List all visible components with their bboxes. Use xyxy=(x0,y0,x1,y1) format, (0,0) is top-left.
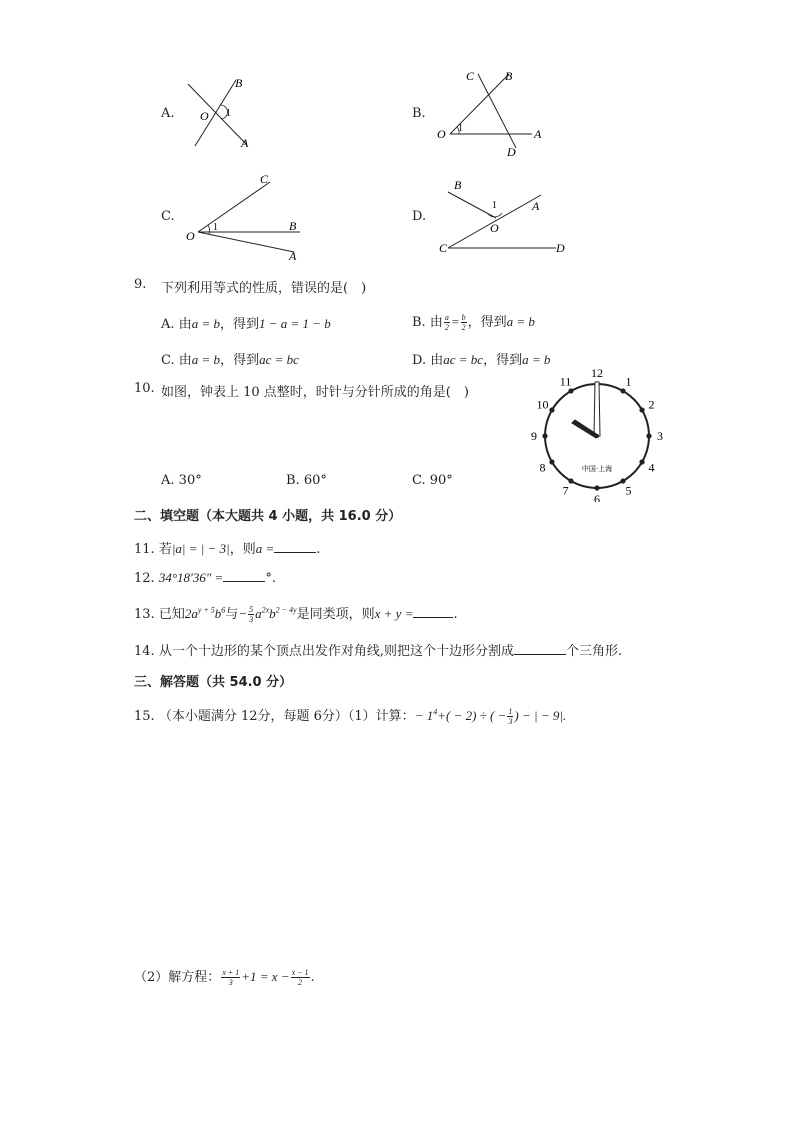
q13-mid1: 与 xyxy=(225,607,239,622)
q10-option-b xyxy=(286,473,327,488)
q11-m1: |a| = | − 3| xyxy=(171,541,230,556)
q13-term2-exp-a: 2x xyxy=(261,605,270,615)
q11-number: 11. xyxy=(134,542,155,557)
figure-option-a-label: A. xyxy=(161,106,175,121)
figure-c-point-a: A xyxy=(289,249,297,263)
figure-d-angle-1: 1 xyxy=(492,200,497,211)
figure-d-lines xyxy=(436,174,576,262)
q9-d-p2: ，得到 xyxy=(483,353,523,368)
figure-option-d-label: D. xyxy=(412,209,427,224)
figure-c-angle-1: 1 xyxy=(213,222,218,233)
clock-number-6: 6 xyxy=(594,492,600,502)
q13-term2-b: b xyxy=(269,606,276,621)
clock-brand: 中国·上海 xyxy=(581,465,613,473)
q13-term1-coef: 2a xyxy=(184,606,198,621)
q15-expr-1: − 1 xyxy=(414,708,434,723)
section-3-title: 三、解答题（共 54.0 分） xyxy=(134,675,293,690)
figure-d-point-o: O xyxy=(490,221,499,235)
q12 xyxy=(134,569,276,586)
figure-a-angle-1: 1 xyxy=(226,108,231,119)
q11-m2: a = xyxy=(255,541,275,556)
clock-dot-11 xyxy=(568,388,573,393)
clock-dot-8 xyxy=(549,459,554,464)
q15-part1 xyxy=(134,705,566,726)
q9-b-frac-b: $\frac{b}{2}$ xyxy=(461,313,466,332)
clock-center xyxy=(595,434,599,438)
q15-exponent: 4 xyxy=(433,707,438,717)
q9-d-label: D. xyxy=(412,353,427,368)
q13-answer-blank[interactable] xyxy=(413,605,453,618)
clock-dot-10 xyxy=(549,407,554,412)
q9-option-b xyxy=(412,311,535,332)
q11-answer-blank[interactable] xyxy=(274,540,316,553)
q12-m1: 34°18′36″ = xyxy=(158,570,224,585)
q13-term1-exp-b: 6 xyxy=(221,605,226,615)
q13-mid2: 是同类项，则 xyxy=(296,607,375,622)
q10-c-text: 90° xyxy=(429,473,453,488)
clock-number-3: 3 xyxy=(657,429,663,443)
q15-part2 xyxy=(134,966,315,987)
q9-b-label: B. xyxy=(412,315,426,330)
q13-sum: x + y = xyxy=(374,606,414,621)
q9-c-p1: 由 xyxy=(178,353,192,368)
q9-a-m2: 1 − a = 1 − b xyxy=(258,316,331,331)
q13-term2-a: a xyxy=(255,606,262,621)
q10-b-text: 60° xyxy=(303,473,327,488)
figure-a-point-a: A xyxy=(241,136,249,150)
q9-a-m1: a = b xyxy=(191,316,220,331)
q9-c-m1: a = b xyxy=(191,352,221,367)
q9-d-p1: 由 xyxy=(430,353,444,368)
q9-a-p2: ，得到 xyxy=(219,317,259,332)
clock-number-8: 8 xyxy=(539,460,546,475)
q13 xyxy=(134,603,458,624)
q13-term1-exp-a: y + 5 xyxy=(197,605,215,615)
q9-b-m2: a = b xyxy=(506,314,535,329)
figure-c-point-b: B xyxy=(289,219,297,233)
figure-b-angle-1: 1 xyxy=(458,123,463,134)
q9-c-label: C. xyxy=(161,353,175,368)
figure-b-point-d: D xyxy=(507,145,516,159)
q10-a-label: A. xyxy=(161,473,175,488)
figure-option-c-label: C. xyxy=(161,209,175,224)
clock-number-7: 7 xyxy=(562,483,569,498)
q13-frac: $\frac{5}{3}$ xyxy=(249,605,254,624)
figure-b-point-c: C xyxy=(466,69,475,83)
clock-figure xyxy=(528,366,664,502)
clock-dot-7 xyxy=(568,478,573,483)
q15-part2-label: （2）解方程： xyxy=(134,970,221,985)
q11-mid: ，则 xyxy=(229,542,256,557)
clock-number-10: 10 xyxy=(536,397,549,412)
clock-number-1: 1 xyxy=(625,374,632,389)
q9-b-eq: = xyxy=(450,314,460,329)
q9-c-p2: ，得到 xyxy=(220,353,260,368)
q10-stem: 如图，钟表上 10 点整时，时针与分针所成的角是( ) xyxy=(161,385,469,400)
q10-a-text: 30° xyxy=(178,473,202,488)
q12-number: 12. xyxy=(134,571,155,586)
q14-end: 个三角形. xyxy=(565,644,623,659)
figure-c-rays-from-o xyxy=(182,168,312,264)
clock-minute-hand xyxy=(594,382,600,436)
clock-number-4: 4 xyxy=(648,460,655,475)
clock-number-12: 12 xyxy=(591,366,603,380)
figure-b-angle-with-transversal xyxy=(432,66,552,160)
figure-c-point-c: C xyxy=(260,172,269,186)
q15-expr-2: +( − 2) ÷ ( − xyxy=(437,708,507,723)
figure-d-point-c: C xyxy=(439,241,448,255)
q9-number: 9. xyxy=(134,277,147,292)
clock-number-11: 11 xyxy=(559,374,572,389)
q15-intro: （本小题满分 12分，每题 6分）（1）计算： xyxy=(158,709,415,724)
q13-term2-exp-b: 2 − 4y xyxy=(275,605,297,615)
clock-dot-6 xyxy=(594,485,599,490)
q9-d-m1: ac = bc xyxy=(443,352,484,367)
q15-expr-3: ) − | − 9|. xyxy=(514,708,567,723)
q9-b-p2: ，得到 xyxy=(467,315,507,330)
q10-option-a xyxy=(161,473,202,488)
q15-p2-mid: +1 = x − xyxy=(241,969,290,984)
q11-pre: 若 xyxy=(158,542,172,557)
q9-option-c xyxy=(161,349,299,368)
figure-d-point-d: D xyxy=(556,241,565,255)
q12-answer-blank[interactable] xyxy=(223,569,265,582)
q15-frac: $\frac{1}{3}$ xyxy=(508,707,513,726)
figure-a-point-o: O xyxy=(200,109,209,123)
q15-p2-frac2: $\frac{x - 1}{2}$ xyxy=(291,968,309,987)
figure-b-point-b: B xyxy=(505,69,513,83)
q9-b-frac-a: $\frac{a}{2}$ xyxy=(444,313,449,332)
q9-a-p1: 由 xyxy=(178,317,192,332)
q15-p2-frac1: $\frac{x + 1}{3}$ xyxy=(222,968,240,987)
q9-stem: 下列利用等式的性质，错误的是( ) xyxy=(161,281,367,296)
figure-a-intersecting-lines xyxy=(180,72,260,154)
q11-end: . xyxy=(316,542,321,557)
q13-end: . xyxy=(453,607,458,622)
figure-a-point-b: B xyxy=(235,76,243,90)
figure-b-point-o: O xyxy=(437,127,446,141)
q14-number: 14. xyxy=(134,644,155,659)
section-2-title: 二、填空题（本大题共 4 小题，共 16.0 分） xyxy=(134,509,402,524)
clock-dot-1 xyxy=(620,388,625,393)
q10-option-c xyxy=(412,473,453,488)
q13-number: 13. xyxy=(134,607,155,622)
q9-d-m2: a = b xyxy=(522,352,551,367)
q10-b-label: B. xyxy=(286,473,300,488)
q9-b-p1: 由 xyxy=(429,315,443,330)
figure-c-point-o: O xyxy=(186,229,195,243)
figure-b-point-a: A xyxy=(534,127,542,141)
q13-neg: − xyxy=(238,606,248,621)
q14-pre: 从一个十边形的某个顶点出发作对角线,则把这个十边形分割成 xyxy=(158,644,514,659)
clock-number-2: 2 xyxy=(648,397,655,412)
figure-d-point-b: B xyxy=(454,178,462,192)
clock-dot-4 xyxy=(639,459,644,464)
q11 xyxy=(134,538,320,557)
clock-number-5: 5 xyxy=(625,483,632,498)
q15-number: 15. xyxy=(134,709,155,724)
q13-term1-b: b xyxy=(214,606,222,621)
q9-c-m2: ac = bc xyxy=(259,352,299,367)
q14-answer-blank[interactable] xyxy=(514,642,566,655)
q10-c-label: C. xyxy=(412,473,426,488)
q9-option-a xyxy=(161,313,331,332)
clock-dot-3 xyxy=(646,433,651,438)
q13-pre: 已知 xyxy=(158,607,185,622)
q9-a-label: A. xyxy=(161,317,175,332)
q12-end: °. xyxy=(265,571,276,586)
q15-p2-end: . xyxy=(310,970,315,985)
figure-option-b-label: B. xyxy=(412,106,426,121)
clock-number-9: 9 xyxy=(531,429,537,443)
q14 xyxy=(134,640,622,659)
q10-number: 10. xyxy=(134,381,155,396)
figure-d-point-a: A xyxy=(532,199,540,213)
clock-dot-9 xyxy=(542,433,547,438)
clock-dot-2 xyxy=(639,407,644,412)
